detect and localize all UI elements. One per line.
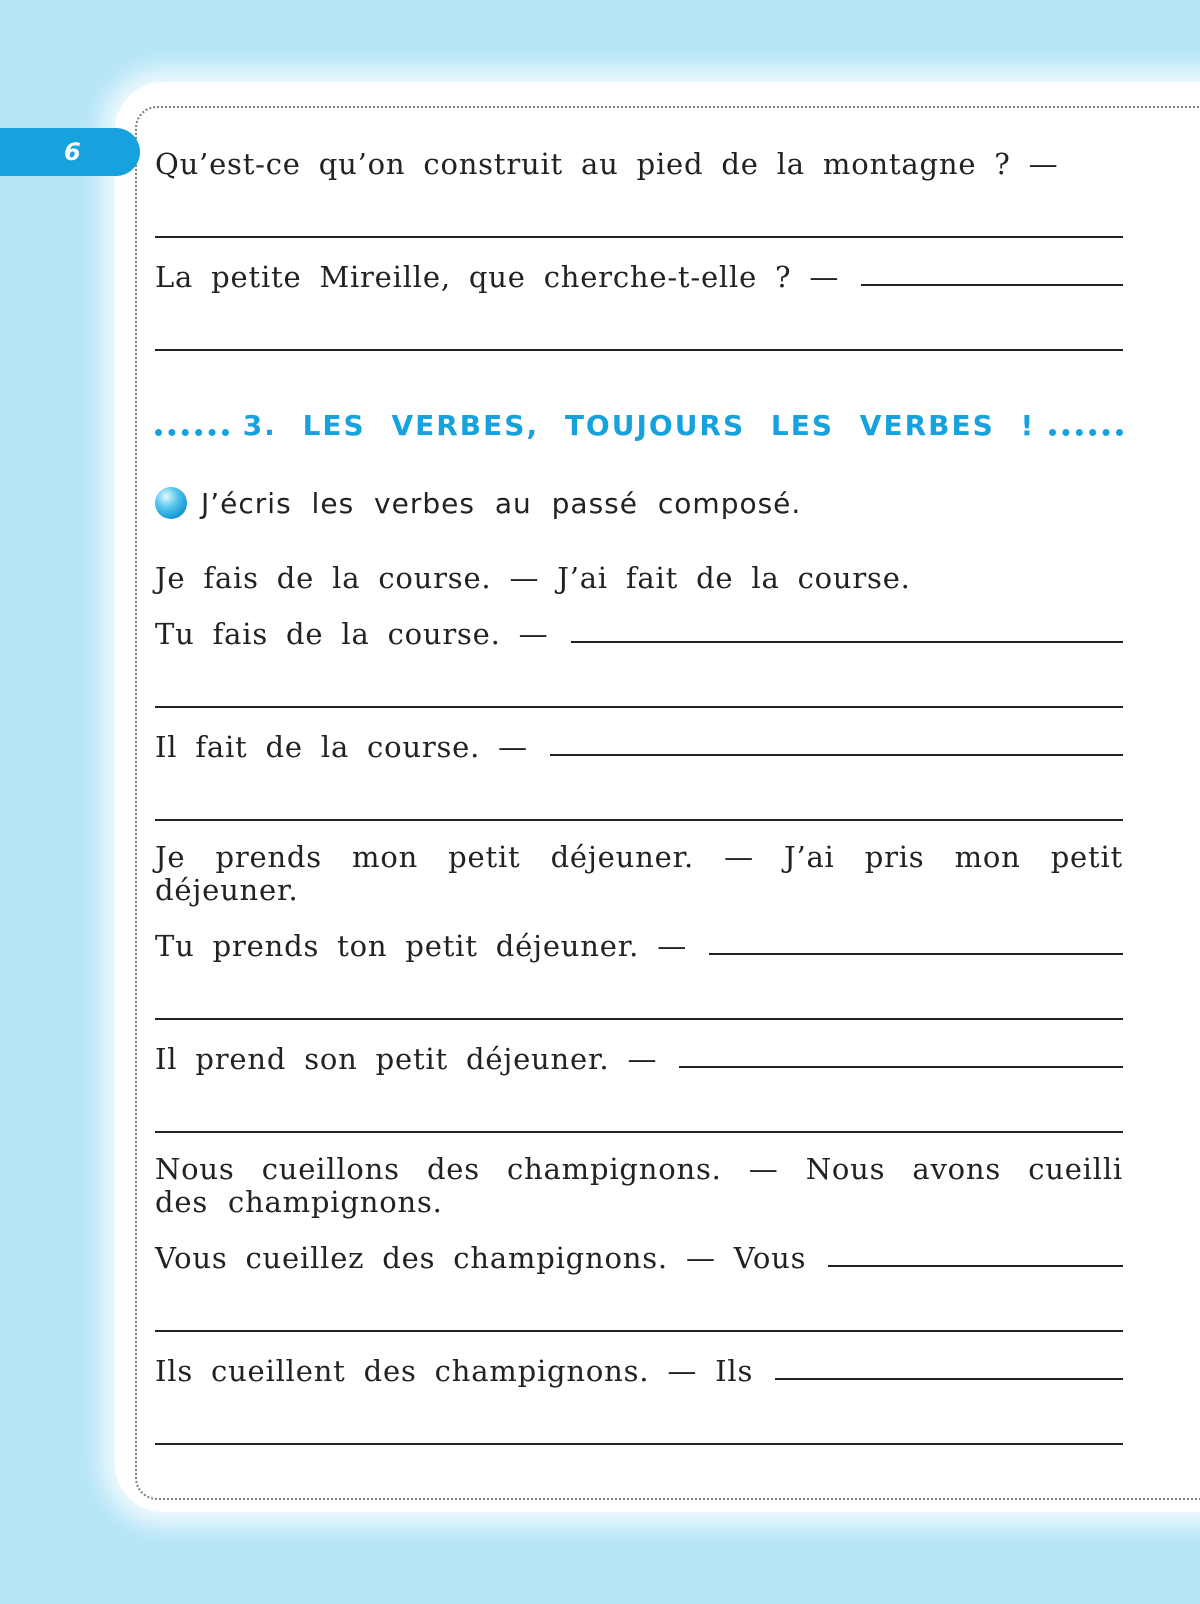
question-line: [155, 238, 1123, 294]
exercise-prompt: Tu prends ton petit déjeuner. —: [155, 929, 688, 963]
exercise-line: [155, 595, 1123, 651]
exercise-line: [155, 1020, 1123, 1076]
instruction-text: J’écris les verbes au passé composé.: [201, 486, 802, 520]
example-paragraph: Je prends mon petit déjeuner. — J’ai pris mon petit déjeuner.: [155, 840, 1123, 907]
answer-line[interactable]: [155, 651, 1123, 708]
question-line: [155, 125, 1123, 181]
page-number: 6: [64, 138, 81, 166]
exercise-line: [155, 907, 1123, 963]
question-prompt: La petite Mireille, que cherche-t-elle ? —: [155, 260, 840, 294]
example-line: [155, 533, 1123, 595]
answer-blank[interactable]: [861, 284, 1123, 286]
section-title-text: 3. LES VERBES, TOUJOURS LES VERBES !: [242, 408, 1036, 442]
answer-blank[interactable]: [550, 754, 1123, 756]
exercise-prompt: Tu fais de la course. —: [155, 617, 549, 651]
page-number-tab: [0, 128, 140, 176]
dotted-rule-right: [1049, 429, 1123, 436]
exercise-line: [155, 1332, 1123, 1388]
exercise-line: [155, 1219, 1123, 1275]
answer-line[interactable]: [155, 294, 1123, 351]
instruction: [155, 473, 1123, 533]
question-prompt: Qu’est-ce qu’on construit au pied de la montagne ? —: [155, 147, 1059, 181]
worksheet-content: [155, 125, 1123, 1445]
answer-blank[interactable]: [709, 953, 1123, 955]
answer-line[interactable]: [155, 181, 1123, 238]
answer-blank[interactable]: [828, 1265, 1123, 1267]
exercise-prompt: Vous cueillez des champignons. — Vous: [155, 1241, 807, 1275]
exercise-prompt: Il prend son petit déjeuner. —: [155, 1042, 658, 1076]
answer-line[interactable]: [155, 1388, 1123, 1445]
answer-line[interactable]: [155, 1076, 1123, 1133]
section-title: [155, 395, 1123, 455]
bubble-icon: [155, 487, 187, 519]
answer-blank[interactable]: [775, 1378, 1123, 1380]
exercise-line: [155, 708, 1123, 764]
exercise-prompt: Ils cueillent des champignons. — Ils: [155, 1354, 754, 1388]
answer-line[interactable]: [155, 764, 1123, 821]
example-paragraph: Nous cueillons des champignons. — Nous avons cueilli des champignons.: [155, 1152, 1123, 1219]
exercise-prompt: Il fait de la course. —: [155, 730, 528, 764]
answer-line[interactable]: [155, 1275, 1123, 1332]
dotted-rule-left: [155, 429, 229, 436]
answer-line[interactable]: [155, 963, 1123, 1020]
answer-blank[interactable]: [679, 1066, 1123, 1068]
example-text: Je fais de la course. — J’ai fait de la course.: [155, 561, 911, 595]
answer-blank[interactable]: [571, 641, 1124, 643]
